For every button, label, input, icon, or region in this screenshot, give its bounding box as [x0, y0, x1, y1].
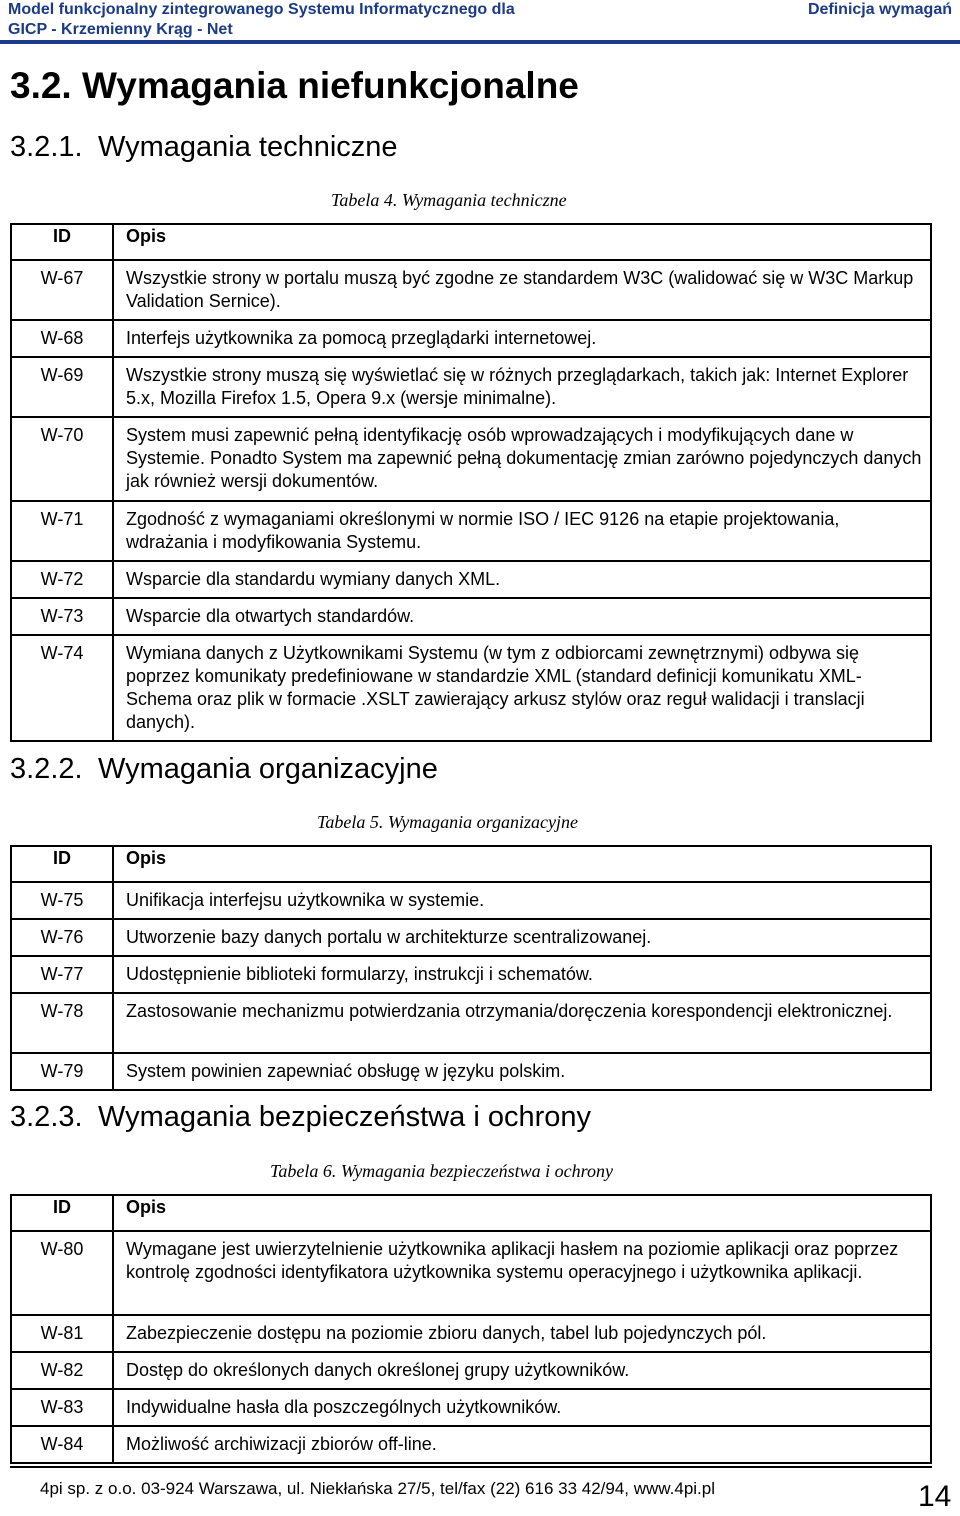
table-caption-organizational: Tabela 5. Wymagania organizacyjne: [317, 812, 578, 832]
column-header-opis: Opis: [113, 846, 931, 882]
requirement-description: Unifikacja interfejsu użytkownika w systemie.: [113, 882, 931, 919]
footer-divider: [10, 1466, 932, 1468]
requirement-description: Wsparcie dla otwartych standardów.: [113, 598, 931, 635]
section-heading-technical: [10, 130, 398, 164]
requirement-id: W-68: [11, 320, 113, 357]
requirement-description: Udostępnienie biblioteki formularzy, instrukcji i schematów.: [113, 956, 931, 993]
table-row: [11, 635, 931, 741]
requirement-id: W-76: [11, 919, 113, 956]
section-title: Wymagania techniczne: [98, 131, 398, 163]
requirement-id: W-81: [11, 1315, 113, 1352]
table-row: [11, 561, 931, 598]
requirement-description: System powinien zapewniać obsługę w języku polskim.: [113, 1053, 931, 1090]
column-header-opis: Opis: [113, 1195, 931, 1231]
section-heading-security: [10, 1100, 591, 1134]
table-row: [11, 320, 931, 357]
header-divider: [0, 40, 960, 44]
section-number: 3.2.3.: [10, 1101, 83, 1133]
requirement-id: W-77: [11, 956, 113, 993]
section-number: 3.2.2.: [10, 753, 83, 785]
requirement-id: W-84: [11, 1426, 113, 1463]
requirement-description: Wsparcie dla standardu wymiany danych XML.: [113, 561, 931, 598]
requirement-id: W-75: [11, 882, 113, 919]
requirement-id: W-79: [11, 1053, 113, 1090]
requirement-id: W-70: [11, 417, 113, 501]
table-caption-technical: Tabela 4. Wymagania techniczne: [331, 190, 567, 210]
requirement-id: W-71: [11, 501, 113, 561]
requirement-id: W-83: [11, 1389, 113, 1426]
requirement-description: Zgodność z wymaganiami określonymi w normie ISO / IEC 9126 na etapie projektowania, wdrażania i modyfikowania Systemu.: [113, 501, 931, 561]
requirement-id: W-78: [11, 993, 113, 1053]
table-row: [11, 1315, 931, 1352]
document-title-line1: Model funkcjonalny zintegrowanego Systemu Informatycznego dla: [8, 1, 515, 18]
requirement-description: Dostęp do określonych danych określonej grupy użytkowników.: [113, 1352, 931, 1389]
column-header-id: ID: [11, 846, 113, 882]
section-title: Wymagania bezpieczeństwa i ochrony: [98, 1101, 591, 1133]
section-heading-organizational: [10, 752, 438, 786]
requirement-id: W-82: [11, 1352, 113, 1389]
table-row: [11, 1426, 931, 1463]
requirements-table-security: [10, 1194, 932, 1464]
column-header-id: ID: [11, 1195, 113, 1231]
table-row: [11, 598, 931, 635]
footer-company-info: 4pi sp. z o.o. 03-924 Warszawa, ul. Niekłańska 27/5, tel/fax (22) 616 33 42/94, www.4pi.pl: [40, 1479, 716, 1498]
table-row: [11, 501, 931, 561]
column-header-opis: Opis: [113, 224, 931, 260]
requirement-description: Zastosowanie mechanizmu potwierdzania otrzymania/doręczenia korespondencji elektronicznej.: [113, 993, 931, 1053]
requirement-description: Wymagane jest uwierzytelnienie użytkownika aplikacji hasłem na poziomie aplikacji oraz poprzez kontrolę zgodności identyfikatora użytkownika systemu operacyjnego i użytkownika aplikacji.: [113, 1231, 931, 1315]
document-title: [8, 0, 515, 40]
table-row: [11, 1231, 931, 1315]
requirement-id: W-80: [11, 1231, 113, 1315]
section-title: Wymagania organizacyjne: [98, 753, 438, 785]
table-row: [11, 1053, 931, 1090]
requirement-id: W-67: [11, 260, 113, 320]
requirement-description: Utworzenie bazy danych portalu w architekturze scentralizowanej.: [113, 919, 931, 956]
table-row: [11, 919, 931, 956]
requirement-id: W-73: [11, 598, 113, 635]
table-row: [11, 956, 931, 993]
requirement-description: Wymiana danych z Użytkownikami Systemu (w tym z odbiorcami zewnętrznymi) odbywa się poprzez komunikaty predefiniowane w standardzie XML (standard definicji komunikatu XML-Schema oraz plik w formacie .XSLT zawierający arkusz stylów oraz reguł walidacji i translacji danych).: [113, 635, 931, 741]
requirement-id: W-74: [11, 635, 113, 741]
requirement-id: W-72: [11, 561, 113, 598]
page-header: [0, 0, 960, 44]
requirement-id: W-69: [11, 357, 113, 417]
requirement-description: Możliwość archiwizacji zbiorów off-line.: [113, 1426, 931, 1463]
page-number: 14: [918, 1480, 952, 1513]
requirements-table-technical: [10, 223, 932, 742]
table-row: [11, 1352, 931, 1389]
requirement-description: Wszystkie strony w portalu muszą być zgodne ze standardem W3C (walidować się w W3C Markup Validation Sernice).: [113, 260, 931, 320]
table-header-row: [11, 224, 931, 260]
requirement-description: Zabezpieczenie dostępu na poziomie zbioru danych, tabel lub pojedynczych pól.: [113, 1315, 931, 1352]
document-title-line2: GICP - Krzemienny Krąg - Net: [8, 21, 233, 38]
table-row: [11, 1389, 931, 1426]
column-header-id: ID: [11, 224, 113, 260]
table-header-row: [11, 1195, 931, 1231]
requirement-description: Interfejs użytkownika za pomocą przeglądarki internetowej.: [113, 320, 931, 357]
main-heading: 3.2. Wymagania niefunkcjonalne: [10, 65, 579, 106]
requirement-description: System musi zapewnić pełną identyfikację osób wprowadzających i modyfikujących dane w Systemie. Ponadto System ma zapewnić pełną dokumentację zmian zarówno pojedynczych danych jak również wersji dokumentów.: [113, 417, 931, 501]
section-number: 3.2.1.: [10, 131, 83, 163]
table-row: [11, 882, 931, 919]
table-row: [11, 417, 931, 501]
table-header-row: [11, 846, 931, 882]
requirement-description: Indywidualne hasła dla poszczególnych użytkowników.: [113, 1389, 931, 1426]
document-section-label: Definicja wymagań: [807, 1, 952, 18]
table-row: [11, 357, 931, 417]
table-caption-security: Tabela 6. Wymagania bezpieczeństwa i ochrony: [270, 1161, 613, 1181]
table-row: [11, 260, 931, 320]
requirement-description: Wszystkie strony muszą się wyświetlać się w różnych przeglądarkach, takich jak: Internet Explorer 5.x, Mozilla Firefox 1.5, Opera 9.x (wersje minimalne).: [113, 357, 931, 417]
table-row: [11, 993, 931, 1053]
requirements-table-organizational: [10, 845, 932, 1091]
